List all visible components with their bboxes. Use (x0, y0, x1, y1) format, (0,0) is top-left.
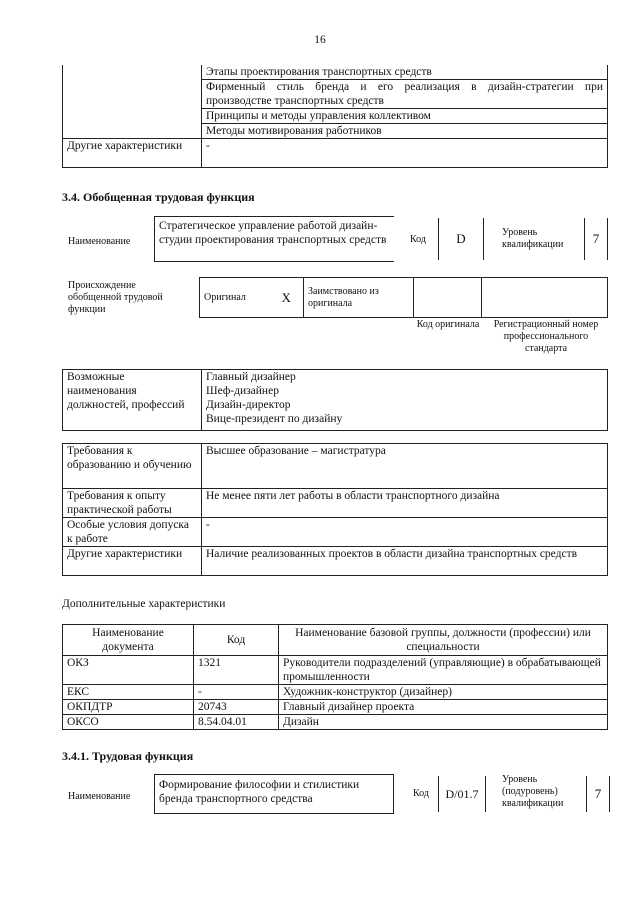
code-value: D (438, 218, 484, 260)
header-document: Наименование документа (63, 625, 194, 656)
reg-number-cell (482, 278, 608, 318)
requirement-value: Не менее пяти лет работы в области транспортного дизайна (202, 489, 608, 518)
origin-table (199, 277, 608, 318)
function-name: Стратегическое управление работой дизайн-студии проектирования транспортных средств (159, 220, 387, 246)
requirement-value: - (202, 518, 608, 547)
additional-heading: Дополнительные характеристики (62, 598, 226, 610)
original-mark: X (270, 278, 304, 318)
code-label: Код (410, 234, 426, 245)
level-label: Уровень квалификации (502, 227, 564, 250)
code-cell: - (194, 685, 279, 700)
code-label: Код (413, 788, 429, 799)
code-cell: 20743 (194, 700, 279, 715)
positions-table (62, 369, 608, 431)
name-label: Наименование (68, 236, 131, 247)
doc-cell: ОКПДТР (63, 700, 194, 715)
function-name: Формирование философии и стилистики бренда транспортного средства (159, 779, 360, 805)
header-code: Код (194, 625, 279, 656)
subsection-heading: 3.4.1. Трудовая функция (62, 749, 194, 763)
level-value: 7 (584, 218, 608, 260)
name-cell: Дизайн (279, 715, 608, 730)
name-cell: Художник-конструктор (дизайнер) (279, 685, 608, 700)
level-label: Уровень (подуровень) квалификации (502, 774, 564, 809)
additional-table (62, 624, 608, 730)
doc-cell: ОКЗ (63, 656, 194, 685)
positions-values (202, 370, 608, 431)
name-label: Наименование (68, 791, 131, 802)
position-item: Дизайн-директор (206, 399, 291, 411)
function-name-box (154, 216, 394, 262)
requirement-label: Особые условия допуска к работе (63, 518, 202, 547)
position-item: Главный дизайнер (206, 371, 296, 383)
knowledge-item: Этапы проектирования транспортных средств (202, 65, 608, 80)
position-item: Вице-президент по дизайну (206, 413, 343, 425)
requirements-table (62, 443, 608, 576)
knowledge-table (62, 65, 608, 168)
borrowed-label: Заимствовано из оригинала (304, 278, 414, 318)
knowledge-item: Методы мотивирования работников (202, 124, 608, 139)
function-name-box (154, 774, 394, 814)
positions-label: Возможные наименования должностей, профессий (63, 370, 202, 431)
doc-cell: ОКСО (63, 715, 194, 730)
name-cell: Главный дизайнер проекта (279, 700, 608, 715)
name-cell: Руководители подразделений (управляющие) в обрабатывающей промышленности (279, 656, 608, 685)
requirement-label: Другие характеристики (63, 547, 202, 576)
requirement-label: Требования к образованию и обучению (63, 444, 202, 489)
code-original-cell (414, 278, 482, 318)
requirement-value: Высшее образование – магистратура (202, 444, 608, 489)
knowledge-item: Принципы и методы управления коллективом (202, 109, 608, 124)
requirement-value: Наличие реализованных проектов в области дизайна транспортных средств (202, 547, 608, 576)
position-item: Шеф-дизайнер (206, 385, 279, 397)
reg-number-caption: Регистрационный номер профессионального стандарта (493, 319, 599, 354)
section-heading: 3.4. Обобщенная трудовая функция (62, 190, 255, 204)
page-number: 16 (314, 34, 326, 46)
origin-label: Происхождение обобщенной трудовой функции (68, 280, 163, 315)
level-value: 7 (586, 776, 610, 812)
header-name: Наименование базовой группы, должности (профессии) или специальности (279, 625, 608, 656)
code-cell: 1321 (194, 656, 279, 685)
code-value: D/01.7 (438, 776, 486, 812)
doc-cell: ЕКС (63, 685, 194, 700)
code-cell: 8.54.04.01 (194, 715, 279, 730)
original-label: Оригинал (200, 278, 270, 318)
other-characteristics-value: - (202, 139, 608, 168)
other-characteristics-label: Другие характеристики (63, 139, 202, 168)
requirement-label: Требования к опыту практической работы (63, 489, 202, 518)
knowledge-item: Фирменный стиль бренда и его реализация в дизайн-стратегии при производстве транспортных средств (202, 80, 608, 109)
code-original-caption: Код оригинала (416, 319, 480, 330)
